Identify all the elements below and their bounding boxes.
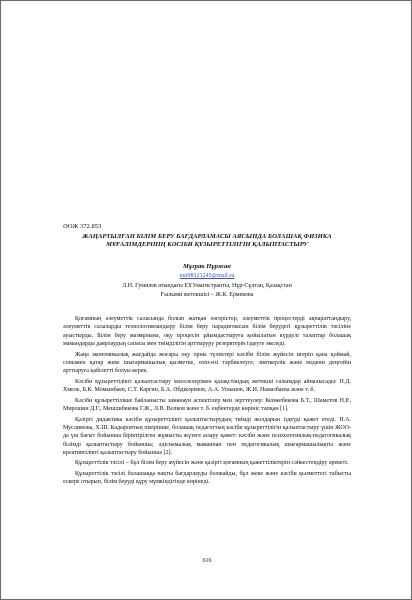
paragraph: Жаңа экономикалық жағдайда жоғары оқу орны түлектері кәсіби білім жүйесін игеріп қана қоймай, сонымен қатар жеке шығармашылық қызметке, өзін-өзі тәрбиелеуге, зияткерлік және мәдени деңгейін арттыруға қабілетті болуы керек.	[63, 351, 351, 375]
paragraph: Құзыреттілік тәсілі – бұл білім беру жүйесін және қазіргі қоғамның қажеттіліктерін сәйкестендіру әрекеті.	[75, 460, 349, 467]
supervisor-line: Ғылыми жетекшісі – Ж.К. Ермекова	[160, 291, 254, 298]
affiliation	[63, 282, 351, 299]
affiliation-line: Л.Н. Гумилев атындағы ЕҰУмагистранты, Нұр-Сұлтан, Қазақстан	[122, 283, 292, 289]
paragraph: Қазіргі дидактика кәсіби құзыреттілікті қалыптастырудың тиімді жолдарын іздеуді қажет етеді. Н.А. Муслимова, Х.Ш. Кадыровтың пікірінше, болашақ педагогтың кәсіби құзыреттілігін қалыптастыру үшін ЖОО-да үш бағыт бойынша біріктірілген жұмысты жүзеге асыру қажет: кәсіби және психологиялық-педагогикалық білімді қалыптастыру бойынша; әдіснамалық маманнан пен педагогикалық шығармашылықты және креативтілікті қалыптастыру бойынша [2].	[63, 416, 351, 456]
author-email-link[interactable]: nur98121245@mail.ru	[179, 273, 235, 279]
title-line: ЖАҢАРТЫЛҒАН БІЛІМ БЕРУ БАҒДАРЛАМАСЫ АЯСЫНДА БОЛАШАҚ ФИЗИКА	[82, 233, 332, 240]
title-line: МҰҒАЛІМДЕРІНІҢ КӘСІБИ ҚҰЗЫРЕТТІЛІГІН ҚАЛЫПТАСТЫРУ	[106, 241, 308, 249]
article-title	[63, 233, 351, 250]
article-body	[63, 315, 351, 489]
paragraph: Құзыреттілік тәсілі болашаққа нақты бағдарлауды болжайды, бұл жеке және кәсіби қызметтегі табысты ескере отырып, білім беруді құру мүмкіндігінде көрінеді.	[63, 470, 351, 486]
author-name: Мұғрак Нұржан	[183, 263, 231, 270]
page-number: 616	[202, 558, 212, 564]
paragraph: Кәсіби құзыреттілікке байланысты заманауи аспектілер мен зерттеулер: Кенжебекова Б.Т., Шаметов Н.Р., Мирошин Д.Г., Мешлибекова Г.Ж., Л.В. Волков және т. б. еңбектерде көрініс тапқан [1].	[63, 397, 351, 412]
paragraph: Қоғамның әлеуметтік саласында болып жатқан өзгерістер, әлеуметтік процестерді ақпараттандыру, әлеуметтік салаларды технологияландыру білім беру парадигмасын білім берудегі құзыреттілік тәсіліне ауыстырды. Білім беру мазмұнына, оқу процесін ұйымдастыруға қойылатын күрделі талаптар болашақ мамандарды даярлаудың сапасы мен тиімділігін арттыруру резервтерін іздеуге әкеледі.	[63, 316, 351, 348]
paragraph: Кәсіби құзыреттілікті қалыптастыру мәселелерімен қазақстандық жетекші ғалымдар айналысады: Н.Д. Хмель, Б.К. Момынбаев, С.Т. Каргин, Б.А. Әбдікәрімов, А.А. Усманов, Ж.И. Намазбаева және т. б.	[63, 378, 351, 394]
udc-code: ӘОЖ 372.853	[63, 223, 102, 230]
